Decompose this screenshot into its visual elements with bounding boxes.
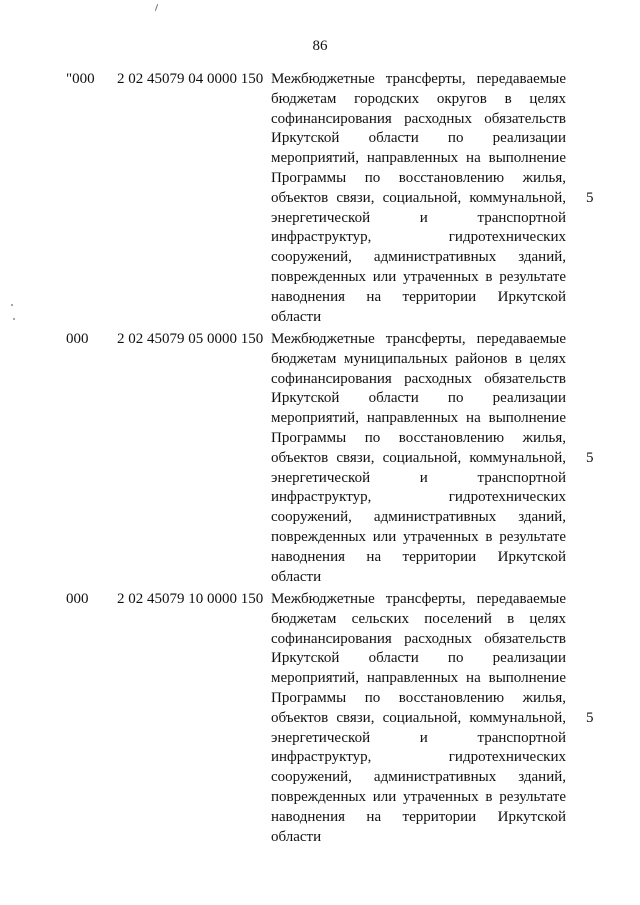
income-name-line: области <box>271 568 322 585</box>
income-name-line: области <box>271 828 322 845</box>
income-name-line: инфраструктур, гидротехнических <box>271 489 566 506</box>
income-name-line: Иркутской области по реализации <box>271 130 566 147</box>
income-name-line: поврежденных или утраченных в результате <box>271 528 566 545</box>
amount-value: 5 <box>586 190 594 206</box>
income-name-line: бюджетам городских округов в целях <box>271 90 566 107</box>
income-name-line: объектов связи, социальной, коммунальной, <box>271 449 566 466</box>
income-name-line: Иркутской области по реализации <box>271 390 566 407</box>
budget-classification-code: 2 02 45079 04 0000 150 <box>117 71 264 87</box>
income-name-line: мероприятий, направленных на выполнение <box>271 670 566 687</box>
income-name-line: Программы по восстановлению жилья, <box>271 689 566 706</box>
admin-code: 000 <box>66 591 89 607</box>
budget-classification-code: 2 02 45079 05 0000 150 <box>117 331 264 347</box>
income-name-line: наводнения на территории Иркутской <box>271 288 566 305</box>
income-name-line: мероприятий, направленных на выполнение <box>271 410 566 427</box>
income-name-line: энергетической и транспортной <box>271 209 566 226</box>
amount-value: 5 <box>586 450 594 466</box>
admin-code: "000 <box>66 71 95 87</box>
income-name-line: наводнения на территории Иркутской <box>271 808 566 825</box>
amount-value: 5 <box>586 710 594 726</box>
income-name-line: сооружений, административных зданий, <box>271 509 566 526</box>
income-name-line: Межбюджетные трансферты, передаваемые <box>271 71 566 87</box>
income-name-line: Иркутской области по реализации <box>271 650 566 667</box>
income-name-line: софинансирования расходных обязательств <box>271 110 566 127</box>
income-name-line: наводнения на территории Иркутской <box>271 548 566 565</box>
income-name <box>271 330 566 587</box>
income-name-line: софинансирования расходных обязательств <box>271 370 566 387</box>
income-name-line: софинансирования расходных обязательств <box>271 630 566 647</box>
scan-mark <box>155 4 158 11</box>
income-name-line: Программы по восстановлению жилья, <box>271 169 566 186</box>
income-name-line: объектов связи, социальной, коммунальной, <box>271 189 566 206</box>
income-name-line: Межбюджетные трансферты, передаваемые <box>271 331 566 347</box>
income-name-line: мероприятий, направленных на выполнение <box>271 150 566 167</box>
income-name-line: объектов связи, социальной, коммунальной, <box>271 709 566 726</box>
income-name-line: области <box>271 308 322 325</box>
income-name-line: энергетической и транспортной <box>271 729 566 746</box>
admin-code: 000 <box>66 331 89 347</box>
scan-speck <box>13 318 15 320</box>
income-name-line: бюджетам муниципальных районов в целях <box>271 350 566 367</box>
income-name-line: инфраструктур, гидротехнических <box>271 229 566 246</box>
income-name <box>271 590 566 847</box>
income-name-line: Программы по восстановлению жилья, <box>271 429 566 446</box>
income-name-line: бюджетам сельских поселений в целях <box>271 610 566 627</box>
income-name-line: сооружений, административных зданий, <box>271 249 566 266</box>
income-name-line: поврежденных или утраченных в результате <box>271 268 566 285</box>
income-name <box>271 70 566 327</box>
income-name-line: поврежденных или утраченных в результате <box>271 788 566 805</box>
scan-speck <box>11 304 13 306</box>
budget-classification-code: 2 02 45079 10 0000 150 <box>117 591 264 607</box>
income-name-line: инфраструктур, гидротехнических <box>271 749 566 766</box>
page-number: 86 <box>312 38 328 54</box>
income-name-line: Межбюджетные трансферты, передаваемые <box>271 591 566 607</box>
income-name-line: сооружений, административных зданий, <box>271 769 566 786</box>
income-name-line: энергетической и транспортной <box>271 469 566 486</box>
